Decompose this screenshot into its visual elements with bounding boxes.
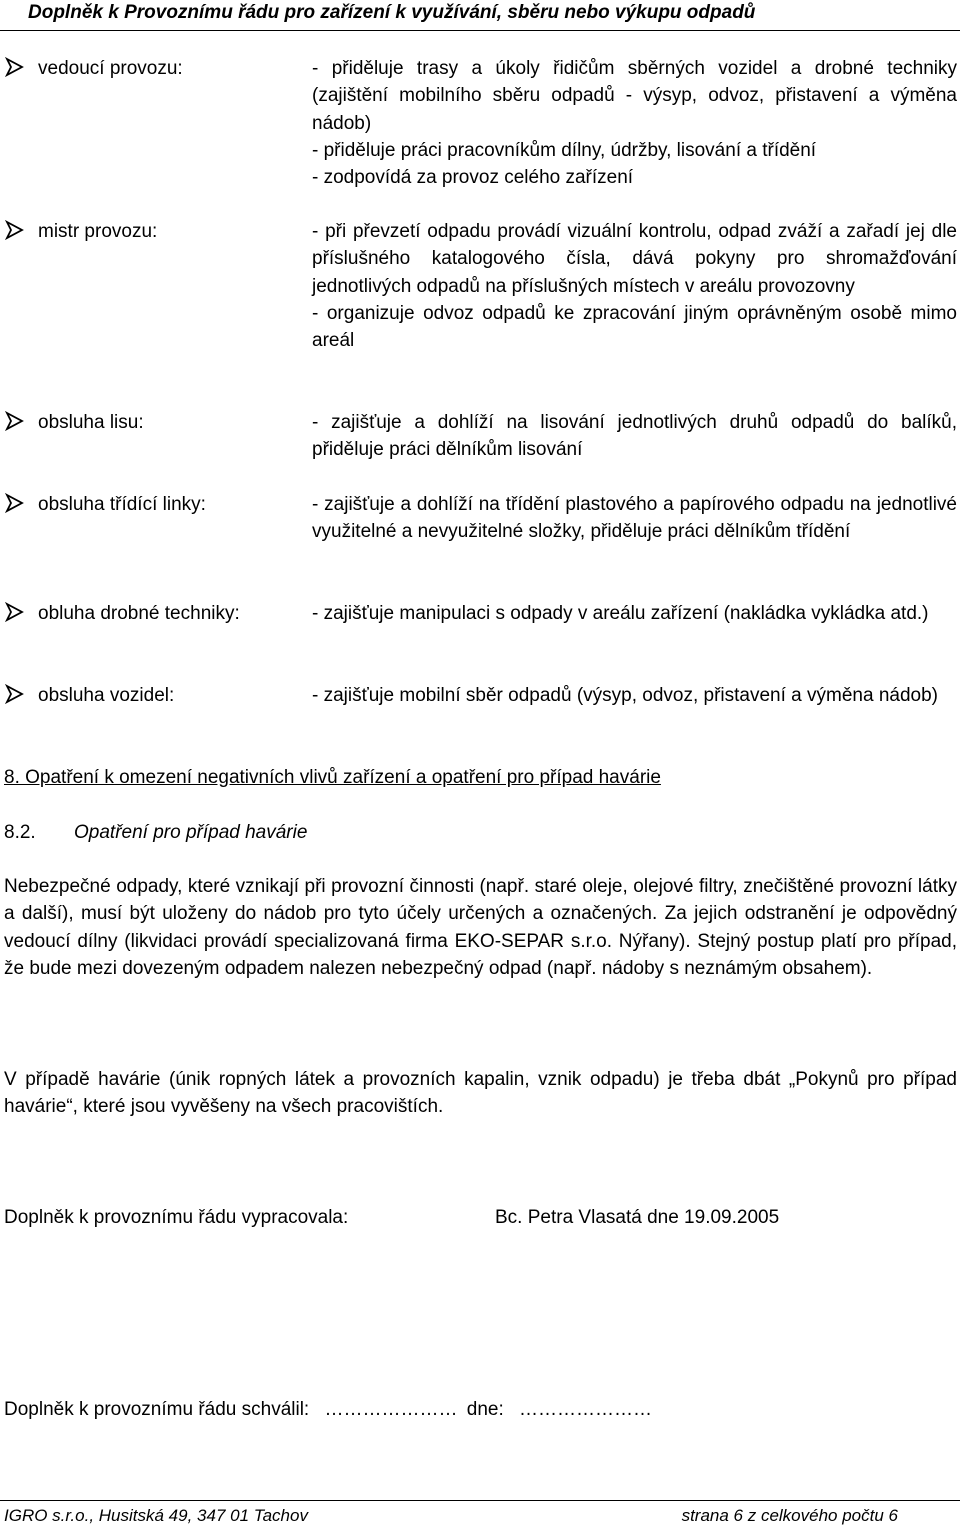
arrow-bullet-icon — [4, 410, 26, 432]
role-line: - organizuje odvoz odpadů ke zpracování jiným oprávněným osobě mimo areál — [312, 302, 957, 352]
role-line: - zajišťuje manipulaci s odpady v areálu zařízení (nakládka vykládka atd.) — [312, 603, 929, 624]
role-description — [312, 491, 957, 546]
page-header — [0, 0, 960, 31]
date-label: dne: — [466, 1399, 504, 1420]
subsection-number: 8.2. — [4, 822, 36, 843]
subsection-heading — [4, 819, 307, 846]
subsection-title: Opatření pro případ havárie — [74, 822, 308, 843]
footer-divider — [0, 1500, 960, 1501]
arrow-bullet-icon — [4, 219, 26, 241]
paragraph-hazardous-waste: Nebezpečné odpady, které vznikají při provozní činnosti (např. staré oleje, olejové filtry, znečištěné provozní látky a další), musí být uloženy do nádob pro tyto účely určených a označených. Za jejich odstranění je odpovědný vedoucí dílny (likvidaci provádí specializovaná firma EKO-SEPAR s.r.o. Nýřany). Stejný postup platí pro případ, že bude mezi dovezeným odpadem nalezen nebezpečný odpad (např. nádoby s neznámým obsahem). — [4, 876, 957, 979]
role-line: - zajišťuje mobilní sběr odpadů (výsyp, odvoz, přistavení a výměna nádob) — [312, 685, 938, 706]
prepared-label: Doplněk k provoznímu řádu vypracovala: — [4, 1207, 349, 1228]
approved-label: Doplněk k provoznímu řádu schválil: — [4, 1399, 310, 1420]
role-description — [312, 55, 957, 191]
arrow-bullet-icon — [4, 683, 26, 705]
paragraph-accident: V případě havárie (únik ropných látek a provozních kapalin, vznik odpadu) je třeba dbát „Pokynů pro případ havárie“, které jsou vyvěšeny na všech pracovištích. — [4, 1069, 957, 1118]
role-label: vedoucí provozu: — [38, 58, 183, 79]
role-label: obsluha vozidel: — [38, 685, 175, 706]
approved-dots: ………………… — [324, 1399, 458, 1420]
footer-page-number: strana 6 z celkového počtu 6 — [681, 1506, 898, 1525]
role-description — [312, 600, 957, 627]
role-label: obsluha lisu: — [38, 412, 144, 433]
prepared-value: Bc. Petra Vlasatá dne 19.09.2005 — [495, 1207, 780, 1228]
role-label: obsluha třídící linky: — [38, 494, 206, 515]
signature-approved — [4, 1396, 652, 1423]
role-line: - při převzetí odpadu provádí vizuální kontrolu, odpad zváží a zařadí jej dle příslušného katalogového čísla, dává pokyny pro shromažďování jednotlivých odpadů na příslušných místech v areálu provozovny — [312, 221, 957, 297]
role-line: - zajišťuje a dohlíží na lisování jednotlivých druhů odpadů do balíků, přiděluje práci dělníkům lisování — [312, 412, 957, 461]
arrow-bullet-icon — [4, 601, 26, 623]
header-title: Doplněk k Provoznímu řádu pro zařízení k využívání, sběru nebo výkupu odpadů — [28, 2, 756, 23]
role-label: obluha drobné techniky: — [38, 603, 240, 624]
date-dots: ………………… — [519, 1399, 653, 1420]
arrow-bullet-icon — [4, 56, 26, 78]
footer-company: IGRO s.r.o., Husitská 49, 347 01 Tachov — [4, 1506, 308, 1525]
signature-prepared — [4, 1204, 780, 1231]
role-line: - zajišťuje a dohlíží na třídění plastového a papírového odpadu na jednotlivé využitelné a nevyužitelné složky, přiděluje práci dělníkům třídění — [312, 494, 957, 543]
role-line: - zodpovídá za provoz celého zařízení — [312, 167, 634, 189]
role-label: mistr provozu: — [38, 221, 158, 242]
role-description — [312, 218, 957, 354]
role-description — [312, 409, 957, 464]
role-line: - přiděluje trasy a úkoly řidičům sběrných vozidel a drobné techniky (zajištění mobilního sběru odpadů - výsyp, odvoz, přistavení a výměna nádob) — [312, 58, 957, 134]
role-line: - přiděluje práci pracovníkům dílny, údržby, lisování a třídění — [312, 139, 817, 161]
role-description — [312, 682, 957, 709]
section-heading: 8. Opatření k omezení negativních vlivů zařízení a opatření pro případ havárie — [4, 767, 661, 788]
arrow-bullet-icon — [4, 492, 26, 514]
